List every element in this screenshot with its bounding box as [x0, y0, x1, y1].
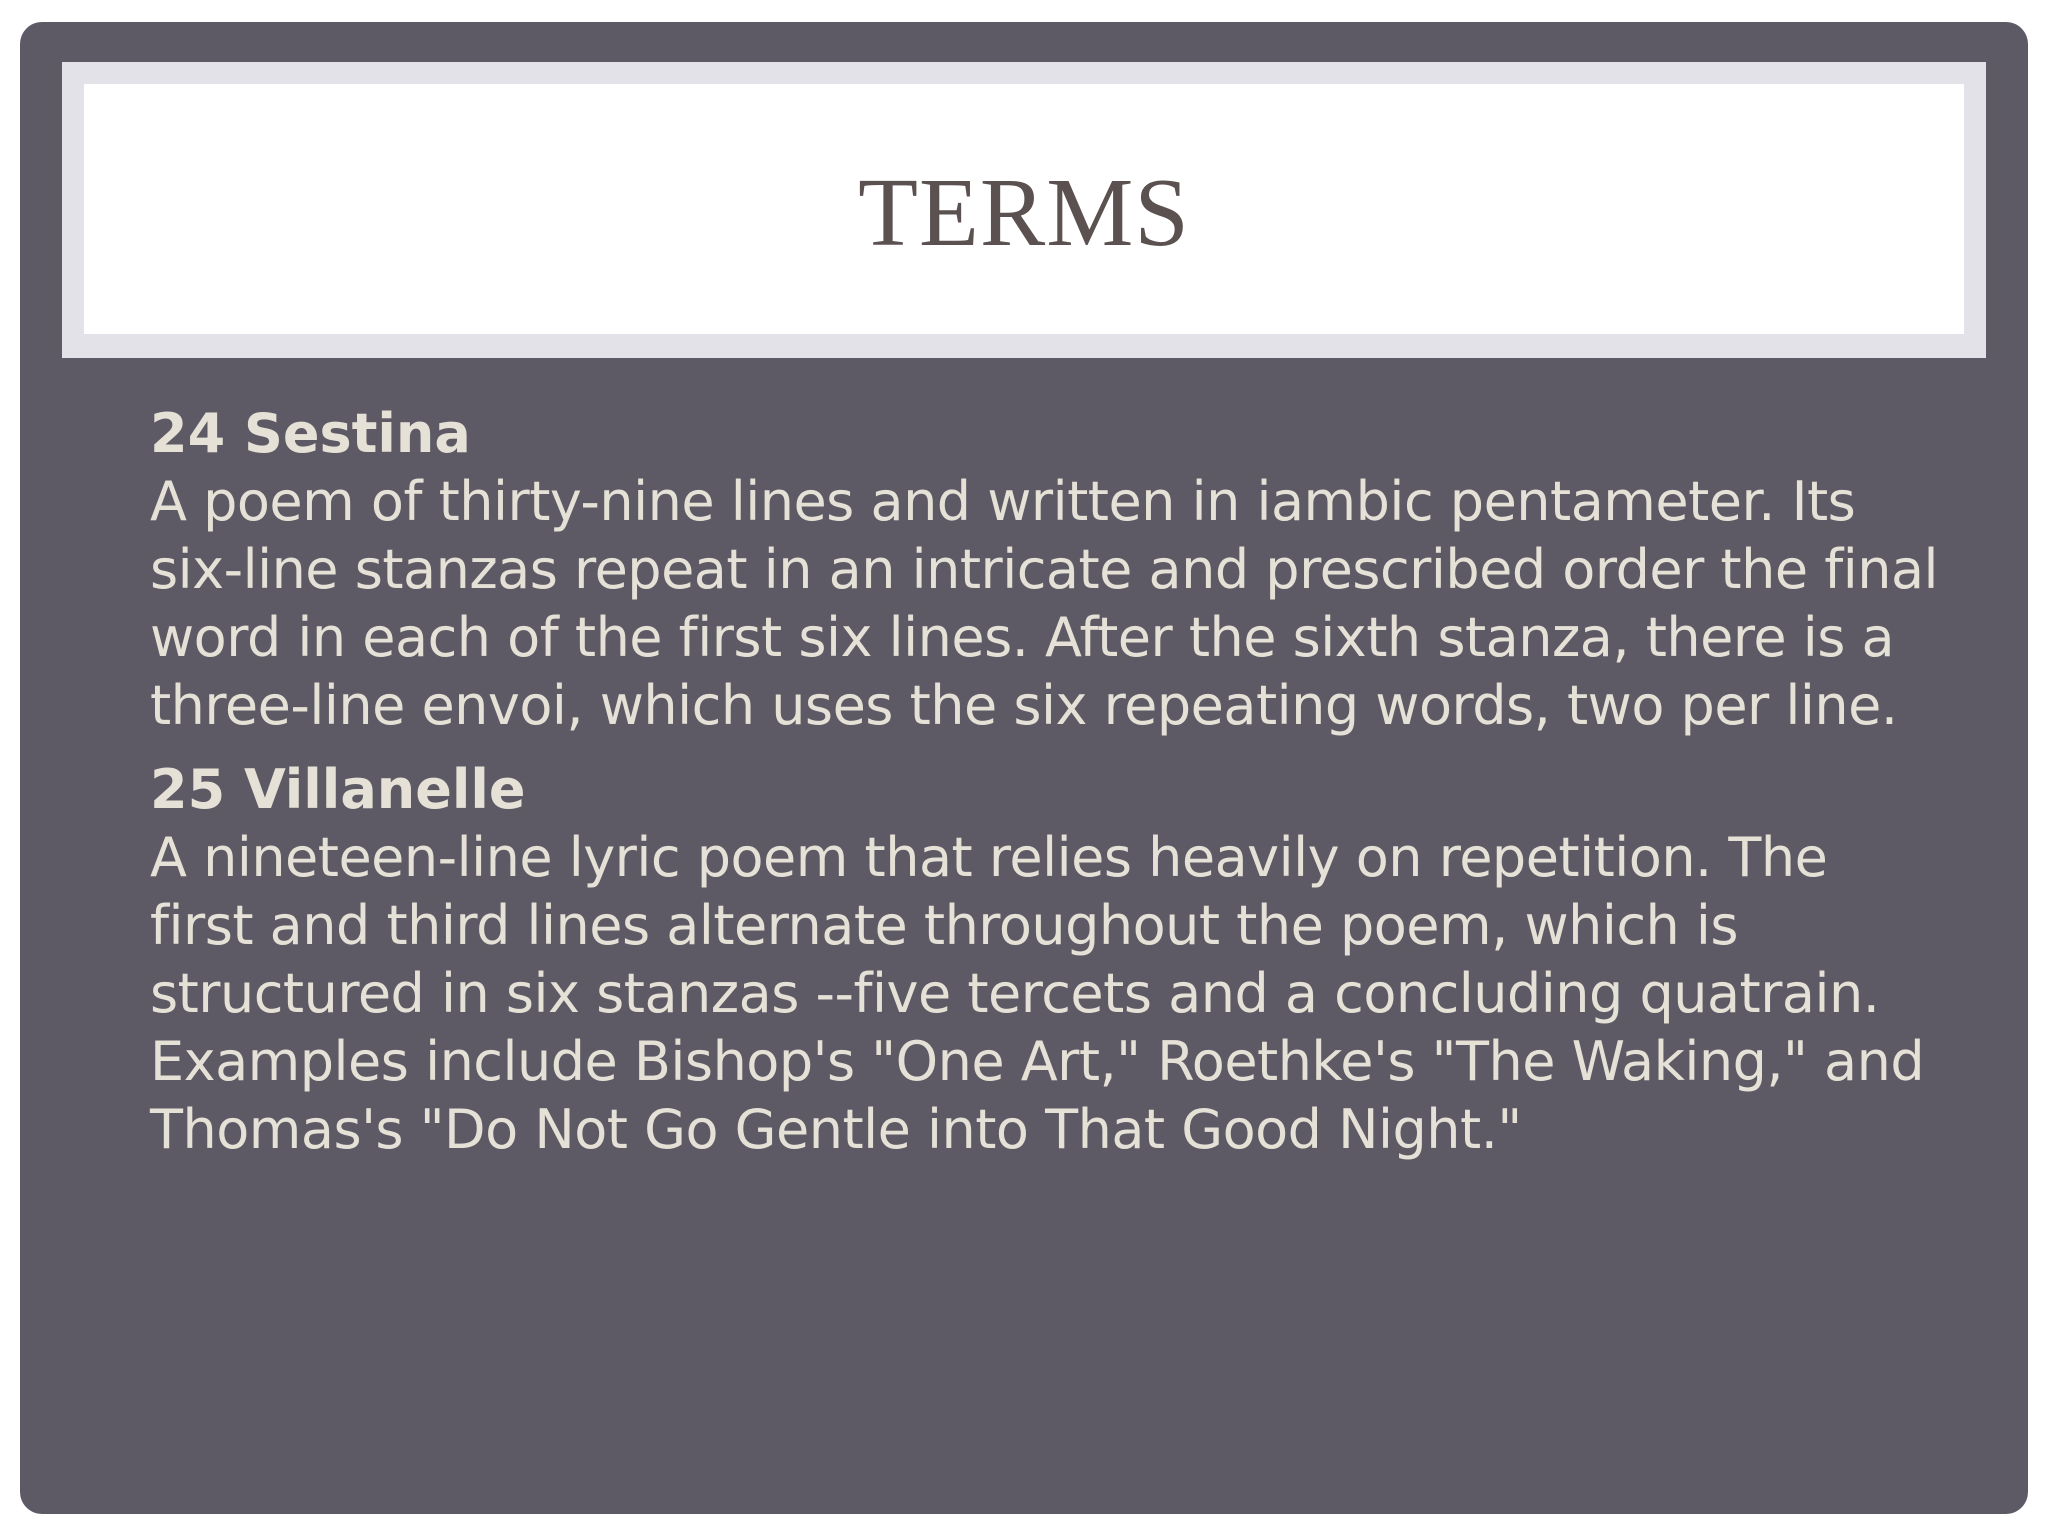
term-heading: 24 Sestina	[150, 402, 471, 465]
term-heading: 25 Villanelle	[150, 758, 526, 821]
terms-content	[150, 400, 1940, 1180]
term-definition: A nineteen-line lyric poem that relies heavily on repetition. The first and third lines alternate throughout the poem, which is structured in six stanzas --five tercets and a concluding quatrain. Examples include Bishop's "One Art," Roethke's "The Waking," and Thomas's "Do Not Go Gentle into That Good Night."	[150, 826, 1925, 1161]
term-item-villanelle	[150, 756, 1940, 1164]
slide-title: TERMS	[858, 159, 1190, 267]
title-box	[84, 84, 1964, 334]
term-definition: A poem of thirty-nine lines and written in iambic pentameter. Its six-line stanzas repeat in an intricate and prescribed order the final word in each of the first six lines. After the sixth stanza, there is a three-line envoi, which uses the six repeating words, two per line.	[150, 470, 1939, 737]
term-item-sestina	[150, 400, 1940, 740]
